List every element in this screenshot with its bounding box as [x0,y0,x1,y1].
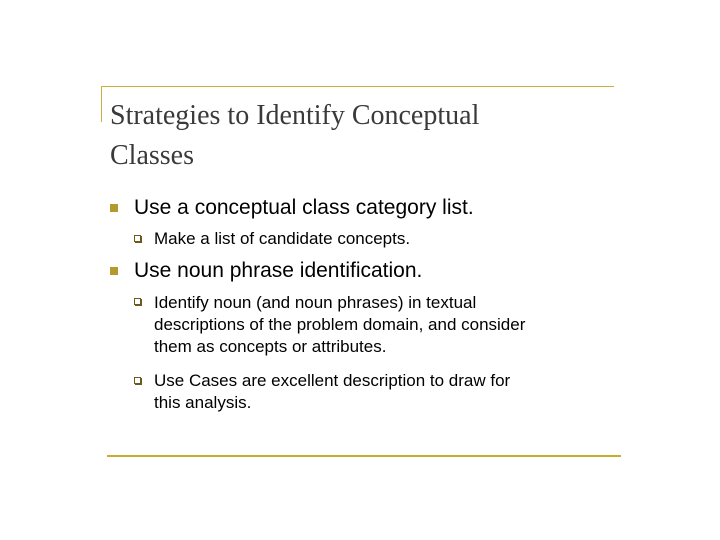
square-bullet-icon [110,204,118,212]
slide-title: Strategies to Identify Conceptual Classes [110,100,480,171]
sub-bullet-text [154,370,624,414]
sub-bullet-text [154,228,624,250]
sub-bullet-line: descriptions of the problem domain, and consider [154,315,526,334]
sub-bullet-text [154,292,624,358]
sub-bullet-line: Use Cases are excellent description to draw for [154,371,511,390]
bullet-text: Use a conceptual class category list. [134,196,474,219]
bottom-rule [107,455,621,457]
hollow-square-bullet-icon [134,235,141,242]
hollow-square-bullet-icon [134,377,141,384]
hollow-square-bullet-icon [134,298,141,305]
sub-bullet-line: Make a list of candidate concepts. [154,229,411,248]
sub-bullet-line: them as concepts or attributes. [154,337,387,356]
square-bullet-icon [110,267,118,275]
bullet-text: Use noun phrase identification. [134,259,423,282]
sub-bullet-line: this analysis. [154,393,252,412]
sub-bullet-line: Identify noun (and noun phrases) in textual [154,293,477,312]
